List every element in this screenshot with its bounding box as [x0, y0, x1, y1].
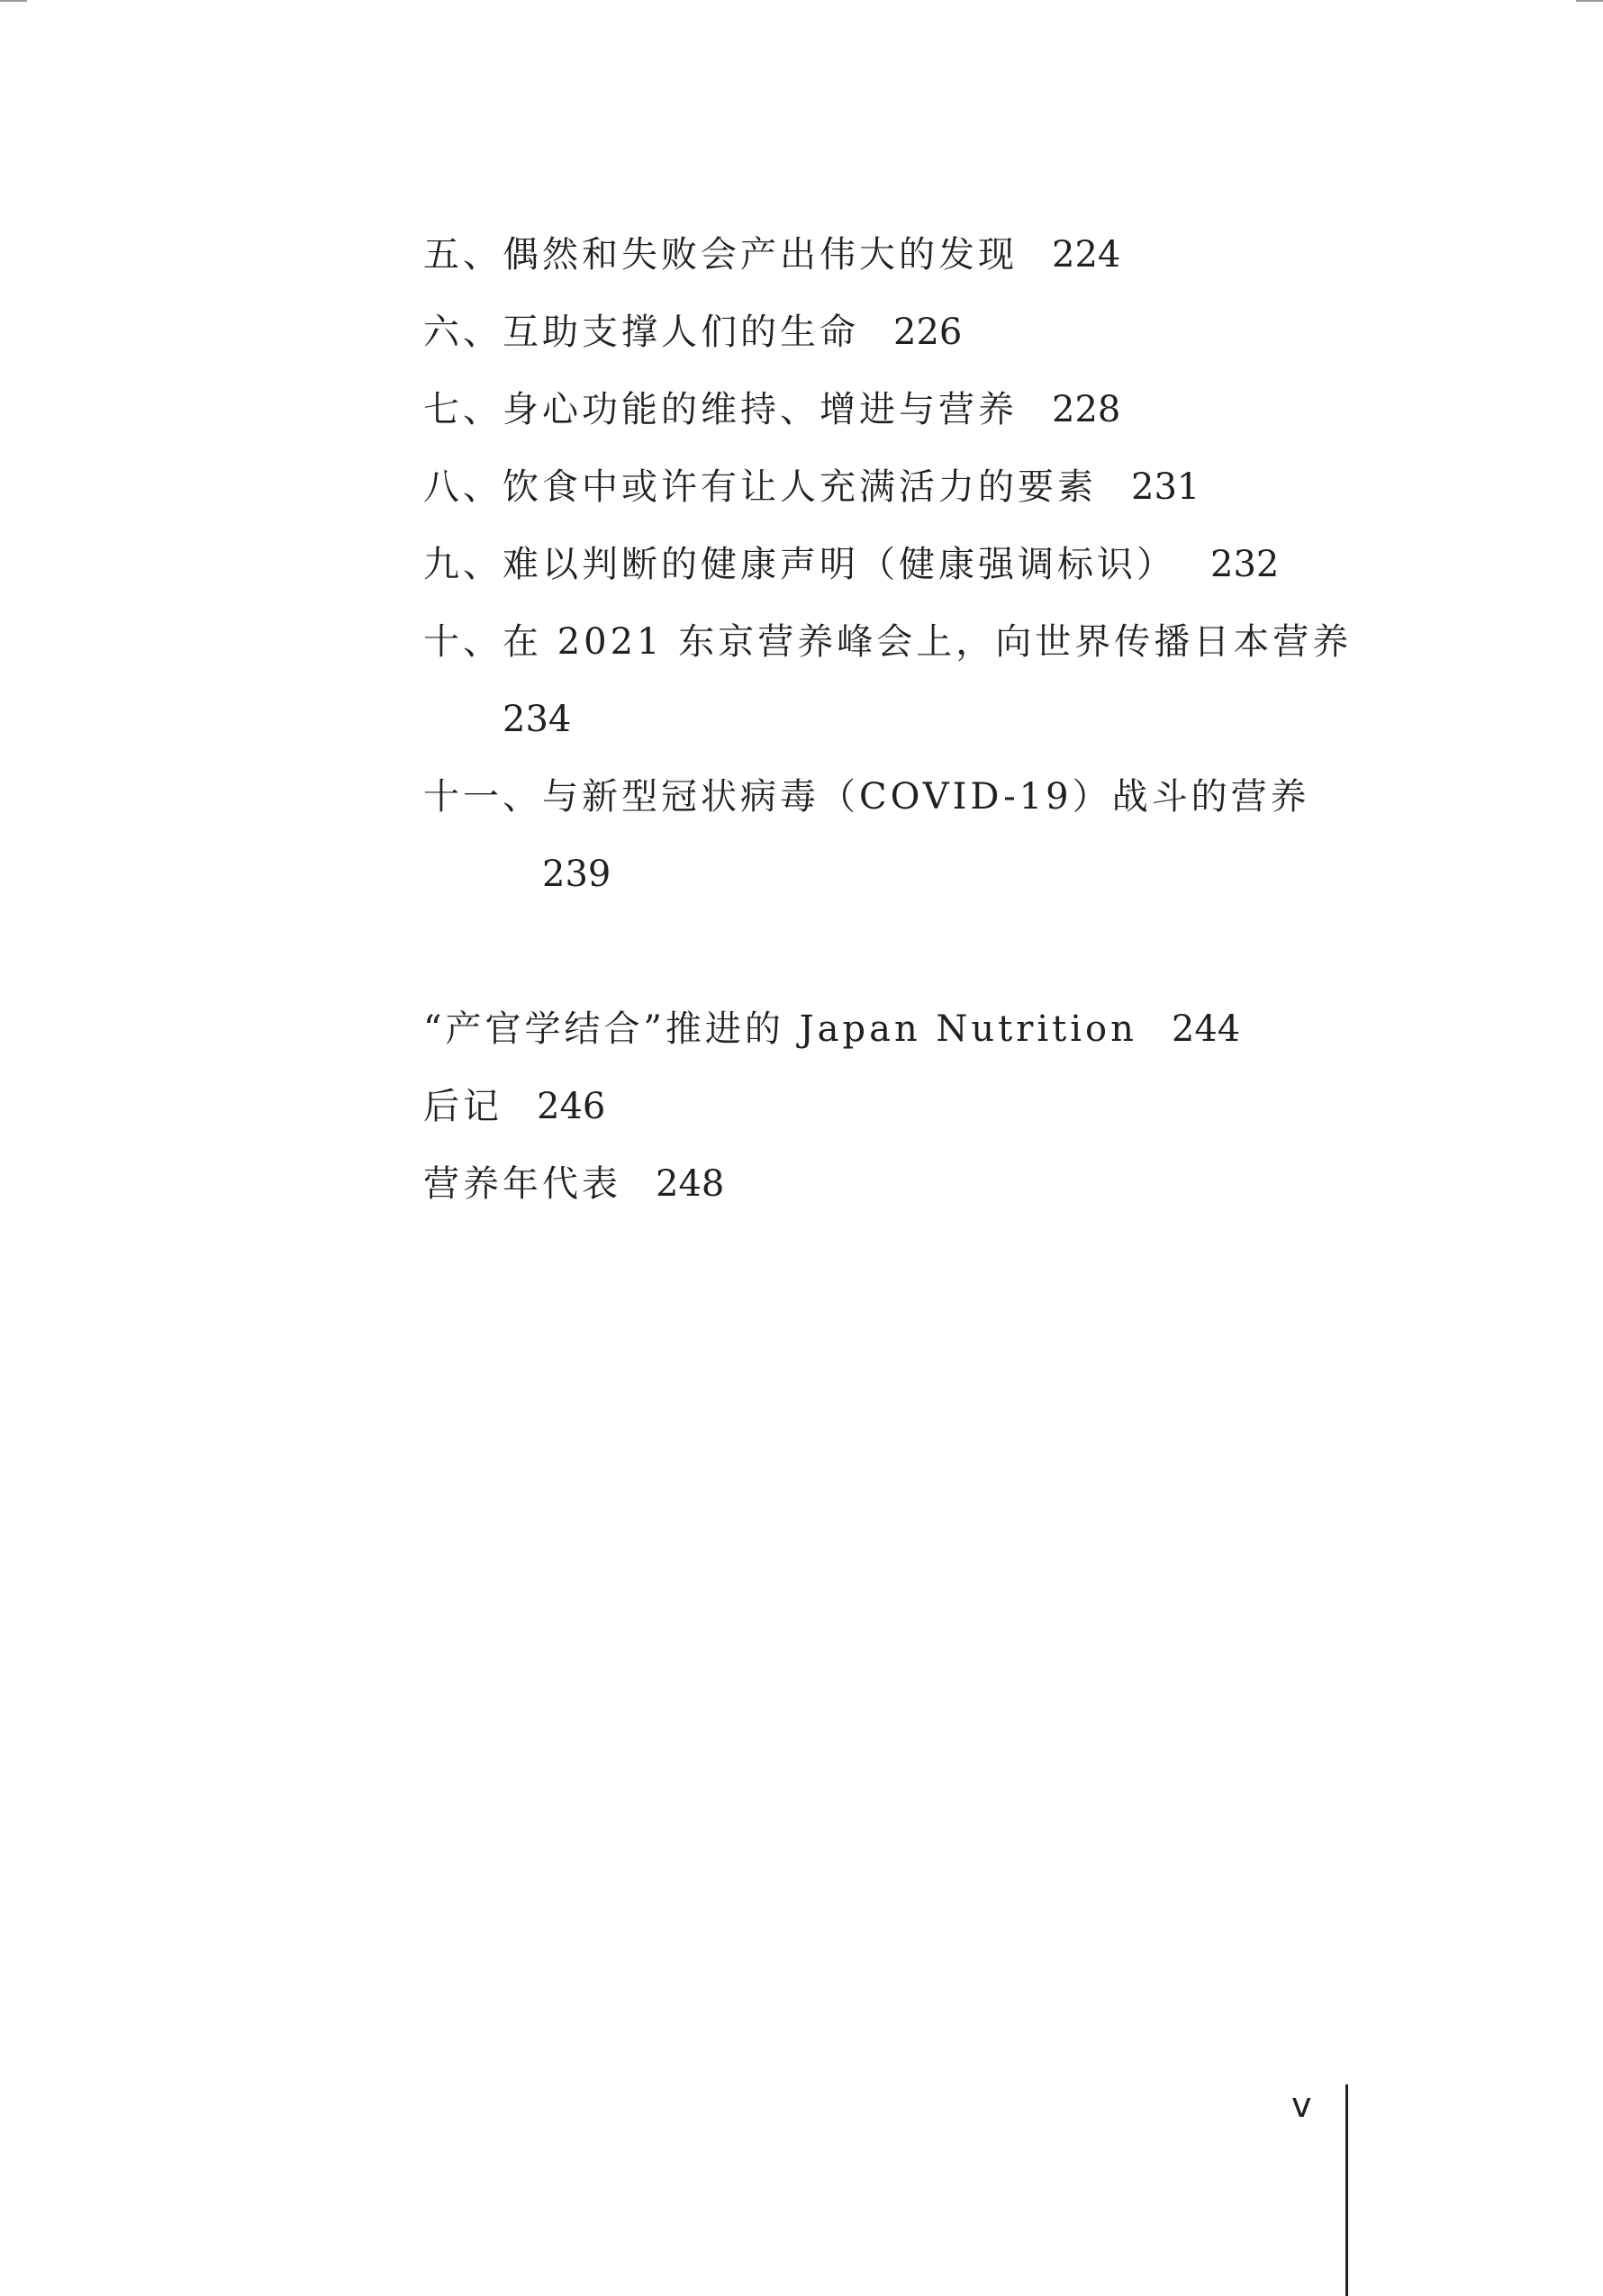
toc-entry-page: 226: [893, 312, 963, 353]
toc-entry-title: 七、身心功能的维持、增进与营养: [423, 389, 1018, 430]
toc-entry-title: “产官学结合”推进的 Japan Nutrition: [423, 1008, 1137, 1050]
toc-back-matter-entry[interactable]: [423, 1145, 1351, 1223]
toc-entry-title: 五、偶然和失败会产出伟大的发现: [423, 234, 1018, 276]
toc-entry-title: 六、互助支撑人们的生命: [423, 312, 859, 353]
toc-back-matter-entry[interactable]: [423, 1068, 1351, 1145]
crop-mark-left: [0, 0, 27, 2]
toc-entry[interactable]: [423, 526, 1351, 603]
page-number: v: [1291, 2085, 1312, 2125]
section-gap: [423, 913, 1351, 990]
toc-entry-title: 营养年代表: [423, 1163, 621, 1205]
toc-entry-page: 231: [1131, 466, 1200, 508]
toc-entry[interactable]: [423, 603, 1351, 758]
toc-entry-page: 224: [1052, 234, 1121, 276]
toc-entry-title: 后记: [423, 1086, 503, 1127]
toc-back-matter-entry[interactable]: [423, 990, 1351, 1068]
toc-entry-page: 234: [503, 699, 572, 740]
toc-entry[interactable]: [423, 371, 1351, 448]
table-of-contents: [423, 216, 1351, 1223]
toc-entry-title: 八、饮食中或许有让人充满活力的要素: [423, 466, 1097, 508]
crop-mark-right: [1576, 0, 1603, 2]
toc-entry-page: 239: [542, 854, 611, 895]
toc-entry-title: 十、在 2021 东京营养峰会上，向世界传播日本营养: [423, 621, 1353, 663]
toc-entry-page: 246: [537, 1086, 606, 1127]
margin-rule: [1345, 2084, 1348, 2296]
toc-entry-page: 232: [1210, 544, 1280, 585]
toc-entry[interactable]: [423, 216, 1351, 294]
toc-entry[interactable]: [423, 758, 1351, 913]
toc-entry[interactable]: [423, 448, 1351, 526]
toc-entry-page: 244: [1171, 1008, 1241, 1050]
toc-entry-title: 十一、与新型冠状病毒（COVID-19）战斗的营养: [423, 776, 1310, 818]
toc-entry-page: 228: [1052, 389, 1121, 430]
toc-entry-title: 九、难以判断的健康声明（健康强调标识）: [423, 544, 1176, 585]
toc-entry[interactable]: [423, 294, 1351, 371]
toc-entry-page: 248: [656, 1163, 725, 1205]
